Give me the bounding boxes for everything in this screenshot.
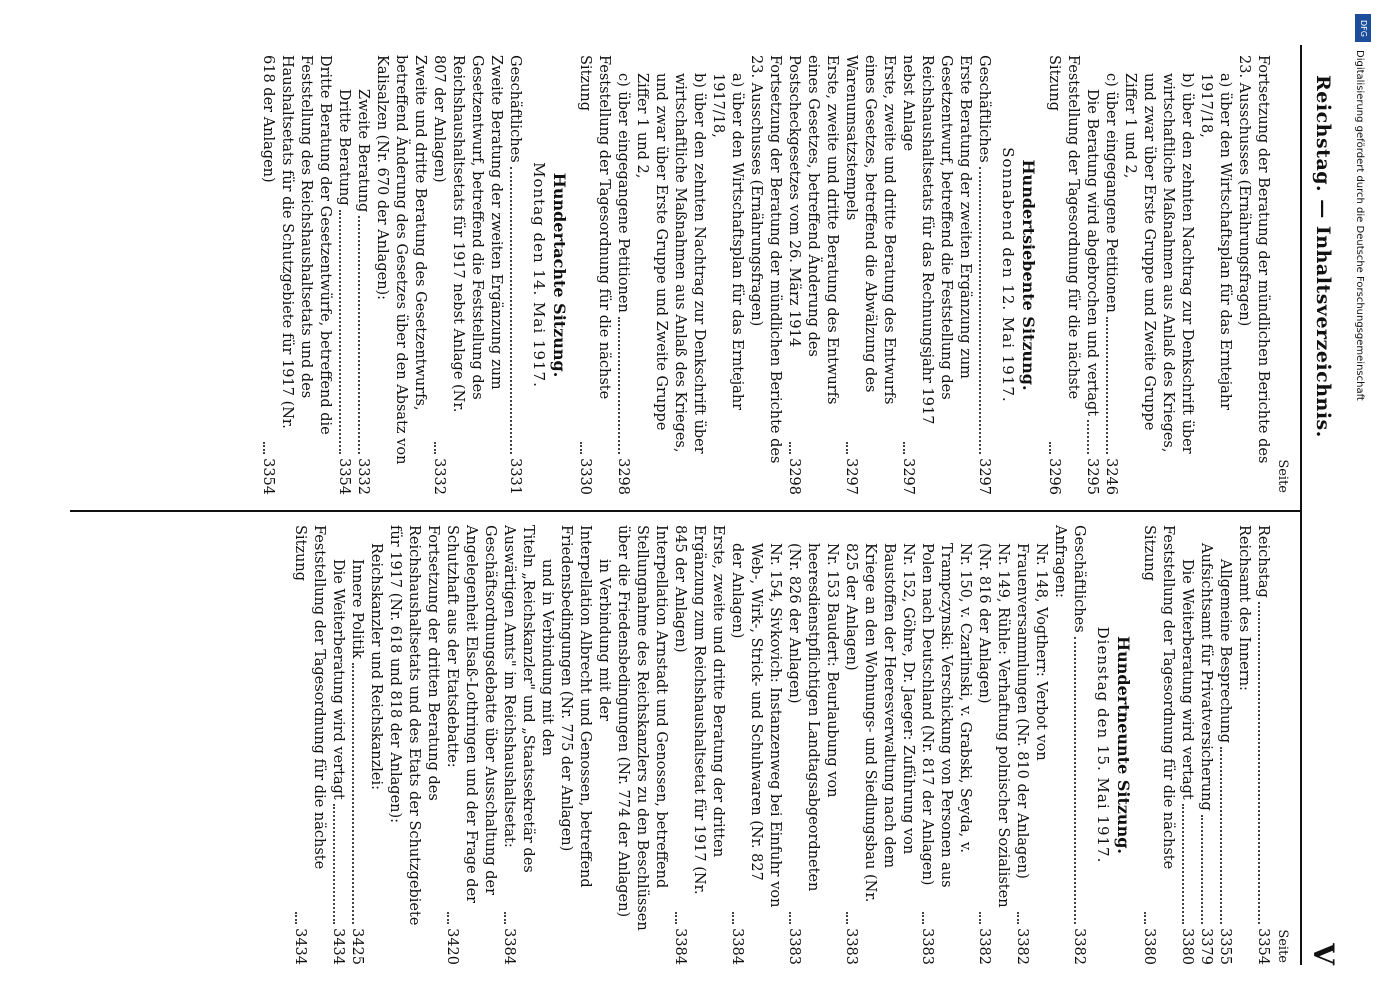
toc-entry-text: c) über eingegangene Petitionen bbox=[1103, 73, 1119, 313]
toc-entry bbox=[917, 525, 974, 965]
toc-entry-text: Fortsetzung der Beratung der mündlichen Berichte des 23. Ausschusses (Ernährungsfragen) bbox=[748, 55, 783, 464]
leader-dots bbox=[1201, 815, 1203, 924]
toc-entry-text: Erste, zweite und dritte Beratung der dritten Ergänzung zum Reichshaushaltsetat für 1917 (Nr. 845 der Anlagen) bbox=[672, 525, 726, 895]
toc-entry-text: Fortsetzung der Beratung der mündlichen Berichte des 23. Ausschusses (Ernährungsfragen) bbox=[1236, 55, 1271, 464]
toc-entry bbox=[499, 525, 537, 965]
toc-entry bbox=[1082, 55, 1101, 495]
leader-dots bbox=[732, 912, 734, 924]
toc-entry-page: 3382 bbox=[1014, 928, 1030, 965]
leader-dots bbox=[1049, 442, 1051, 454]
toc-entry-page: 3296 bbox=[1046, 458, 1062, 495]
leader-dots bbox=[333, 804, 335, 924]
toc-entry-text: Geschäftsordnungsdebatte über Ausschaltung der Angelegenheit Elsaß-Lothringen und der Frage der Schutzhaft aus der Etatsdebatte: bbox=[444, 525, 498, 904]
leader-dots bbox=[434, 442, 436, 454]
toc-entry-text: c) über eingegangene Petitionen bbox=[615, 73, 631, 313]
toc-entry bbox=[334, 55, 353, 495]
toc-entry bbox=[1196, 525, 1215, 965]
funding-note: Digitalisierung gefördert durch die Deutsche Forschungsgemeinschaft bbox=[1354, 50, 1365, 401]
leader-dots bbox=[1087, 420, 1089, 454]
toc-entry-page: 3298 bbox=[615, 458, 631, 495]
toc-entry bbox=[385, 525, 442, 965]
toc-entry-page: 3382 bbox=[976, 928, 992, 965]
toc-entry bbox=[353, 55, 372, 495]
toc-entry-text: Reichstag bbox=[1255, 525, 1271, 598]
session-title: Hundertsiebente Sitzung. bbox=[1019, 159, 1038, 391]
leader-dots bbox=[580, 442, 582, 454]
toc-entry-page: 3332 bbox=[431, 458, 447, 495]
leader-dots bbox=[979, 167, 981, 454]
toc-entry-text: Erste, zweite und dritte Beratung des Entwurfs eines Gesetzes, betreffend Änderung des Postscheckgesetzes vom 26. März 1914 bbox=[786, 55, 840, 405]
toc-entry-page: 3420 bbox=[444, 928, 460, 965]
toc-entry-text: Feststellung der Tagesordnung für die nächste Sitzung bbox=[1046, 55, 1081, 400]
toc-entry-text: a) über den Wirtschaftsplan für das Erntejahr 1917/18, bbox=[1198, 73, 1233, 411]
toc-entry bbox=[613, 525, 670, 965]
toc-entry bbox=[1234, 55, 1272, 495]
toc-entry-text: Feststellung der Tagesordnung für die nächste Sitzung bbox=[292, 525, 327, 870]
toc-entry bbox=[258, 55, 334, 495]
toc-entry-text: Reichsamt des Innern: bbox=[1236, 525, 1252, 691]
toc-entry-page: 3379 bbox=[1198, 928, 1214, 965]
toc-entry-text: Geschäftliches bbox=[1071, 525, 1087, 633]
toc-entry-text: Interpellation Arnstadt und Genossen, betreffend Stellungnahme des Reichskanzlers zu den Beschlüssen über die Friedensbedingungen (Nr. 774 der Anlagen) bbox=[615, 525, 669, 931]
leader-dots bbox=[618, 317, 620, 454]
toc-entry-page: 3331 bbox=[507, 458, 523, 495]
toc-entry-text: Fortsetzung der dritten Beratung des Reichshaushaltsetats und des Etats der Schutzgebiete für 1917 (Nr. 618 und 818 der Anlagen): bbox=[387, 525, 441, 926]
toc-entry bbox=[1177, 525, 1196, 965]
toc-entry-page: 3384 bbox=[729, 928, 745, 965]
toc-entry bbox=[974, 55, 993, 495]
toc-entry bbox=[898, 55, 974, 495]
running-head bbox=[1300, 45, 1340, 965]
toc-entry-text: b) über den zehnten Nachtrag zur Denkschrift über wirtschaftliche Maßnahmen aus Anlaß des Krieges, und zwar über Erste Gruppe und Zweite Gruppe Ziffer 1 und 2, bbox=[634, 73, 707, 454]
entry-list bbox=[1139, 525, 1272, 965]
toc-entry-page: 3246 bbox=[1103, 458, 1119, 495]
toc-entry-text: Dritte Beratung der Gesetzentwürfe, betreffend die Feststellung des Reichshaushaltsetats und des Haushaltsetats für die Schutzgebiete für 1917 (Nr. 618 der Anlagen) bbox=[260, 55, 333, 435]
leader-dots bbox=[1144, 912, 1146, 924]
toc-entry-page: 3297 bbox=[843, 458, 859, 495]
toc-entry bbox=[784, 525, 841, 965]
leader-dots bbox=[1106, 317, 1108, 454]
toc-entry-page: 3382 bbox=[1071, 928, 1087, 965]
toc-entry bbox=[1215, 525, 1234, 965]
entry-list bbox=[290, 525, 1088, 965]
toc-entry bbox=[1253, 525, 1272, 965]
dfg-logo: DFG bbox=[1355, 14, 1371, 42]
toc-entry bbox=[429, 55, 505, 495]
toc-entry bbox=[974, 525, 1012, 965]
toc-entry-text: Erste, zweite und dritte Beratung des Entwurfs eines Gesetzes, betreffend die Abwälzung des Warenumsatzstempels bbox=[843, 55, 897, 405]
toc-entry-page: 3354 bbox=[1255, 928, 1271, 965]
session-date: Montag den 14. Mai 1917. bbox=[530, 162, 548, 388]
toc-entry-text: Anfragen: bbox=[1052, 525, 1068, 598]
header-rule bbox=[1300, 45, 1302, 965]
toc-entry-text: Nr. 153 Baudert: Beurlaubung von heeresdienstpflichtigen Landtagsabgeordneten (Nr. 826 der Anlagen) bbox=[786, 543, 840, 892]
toc-entry-page: 3354 bbox=[336, 458, 352, 495]
session-title: Hundertneunte Sitzung. bbox=[1114, 636, 1133, 854]
leader-dots bbox=[1258, 602, 1260, 924]
toc-entry bbox=[1044, 55, 1082, 495]
toc-entry-text: Die Weiterberatung wird vertagt bbox=[330, 559, 346, 800]
leader-dots bbox=[789, 912, 791, 924]
toc-entry bbox=[727, 525, 784, 965]
toc-entry-page: 3384 bbox=[672, 928, 688, 965]
toc-entry-text: Nr. 152, Göhre, Dr. Jaeger: Zuführung von Baustoffen der Heeresverwaltung nach dem Kriege an den Wohnungs- und Siedlungsbau (Nr. 825 der Anlagen) bbox=[843, 543, 916, 903]
leader-dots bbox=[352, 663, 354, 925]
toc-entry-page: 3434 bbox=[330, 928, 346, 965]
toc-entry bbox=[537, 525, 556, 965]
toc-entry-page: 3425 bbox=[349, 928, 365, 965]
toc-entry-text: Reichskanzler und Reichskanzlei: bbox=[368, 543, 384, 790]
toc-entry-text: Zweite und dritte Beratung des Gesetzentwurfs, betreffend Änderung des Gesetzes über den Absatz von Kalisalzen (Nr. 670 der Anlagen): bbox=[374, 55, 428, 465]
toc-entry-text: Dritte Beratung bbox=[336, 89, 352, 206]
toc-entry-text: Titeln „Reichskanzler" und „Staatssekretär des Auswärtigen Amts" im Reichshaushaltsetat: bbox=[501, 525, 536, 873]
toc-entry-text: Geschäftliches bbox=[507, 55, 523, 163]
column-rule bbox=[70, 510, 1300, 512]
toc-entry bbox=[708, 55, 746, 495]
toc-entry bbox=[290, 525, 328, 965]
toc-entry-text: Aufsichtsamt für Privatversicherung bbox=[1198, 543, 1214, 811]
toc-entry bbox=[366, 525, 385, 965]
toc-entry-page: 3355 bbox=[1217, 928, 1233, 965]
right-column bbox=[290, 525, 1290, 965]
toc-entry bbox=[841, 55, 898, 495]
toc-entry bbox=[1120, 55, 1196, 495]
digitization-note bbox=[1352, 10, 1376, 990]
toc-entry-page: 3384 bbox=[501, 928, 517, 965]
toc-entry bbox=[347, 525, 366, 965]
toc-entry bbox=[575, 55, 613, 495]
toc-entry-text: Erste Beratung der zweiten Ergänzung zum Gesetzentwurf, betreffend die Feststellung des Reichshaushaltsetats für das Rechnungsjahr 1917 nebst Anlage bbox=[900, 55, 973, 425]
toc-entry bbox=[1069, 525, 1088, 965]
toc-entry bbox=[1196, 55, 1234, 495]
toc-entry bbox=[328, 525, 347, 965]
toc-entry-text: Zweite Beratung der zweiten Ergänzung zum Gesetzentwurf, betreffend die Feststellung des Reichshaushaltsetats für 1917 nebst Anlage (Nr. 807 der Anlagen) bbox=[431, 55, 504, 413]
leader-dots bbox=[846, 442, 848, 454]
toc-entry-text: b) über den zehnten Nachtrag zur Denkschrift über wirtschaftliche Maßnahmen aus Anlaß des Krieges, und zwar über Erste Gruppe und Zweite Gruppe Ziffer 1 und 2, bbox=[1122, 73, 1195, 454]
entry-list bbox=[258, 55, 524, 495]
toc-entry bbox=[556, 525, 594, 965]
leader-dots bbox=[903, 442, 905, 454]
toc-entry-text: Nr. 154, Sivkovich: Instanzenweg bei Einfuhr von Web-, Wirk-, Strick- und Schuhwaren (Nr. 827 der Anlagen) bbox=[729, 543, 783, 908]
toc-entry-page: 3380 bbox=[1179, 928, 1195, 965]
toc-entry bbox=[613, 55, 632, 495]
seite-label: Seite bbox=[1275, 929, 1290, 963]
leader-dots bbox=[675, 912, 677, 924]
toc-entry-page: 3295 bbox=[1084, 458, 1100, 495]
toc-entry-text: Nr. 149, Rühle: Verhaftung polnischer Sozialisten (Nr. 816 der Anlagen) bbox=[976, 543, 1011, 908]
toc-entry-text: Zweite Beratung bbox=[355, 89, 371, 213]
toc-entry-text: Feststellung der Tagesordnung für die nächste Sitzung bbox=[1141, 525, 1176, 870]
leader-dots bbox=[979, 912, 981, 924]
entry-list bbox=[1044, 55, 1272, 495]
toc-entry-text: Feststellung der Tagesordnung für die nächste Sitzung bbox=[577, 55, 612, 400]
toc-entry-page: 3383 bbox=[843, 928, 859, 965]
leader-dots bbox=[447, 912, 449, 924]
leader-dots bbox=[263, 442, 265, 454]
toc-entry bbox=[632, 55, 708, 495]
session-title: Hundertachte Sitzung. bbox=[550, 172, 569, 378]
toc-entry-text: Innere Politik bbox=[349, 559, 365, 659]
toc-entry-text: Nr. 150, v. Czarlinski, v. Grabski, Seyda, v. Trampczynski: Verschickung von Personen aus Polen nach Deutschland (Nr. 817 der Anlagen) bbox=[919, 543, 973, 888]
toc-entry bbox=[1012, 525, 1050, 965]
leader-dots bbox=[1220, 747, 1222, 924]
toc-entry-text: Geschäftliches bbox=[976, 55, 992, 163]
leader-dots bbox=[510, 167, 512, 454]
leader-dots bbox=[1182, 804, 1184, 924]
toc-entry-page: 3383 bbox=[919, 928, 935, 965]
toc-entry-page: 3380 bbox=[1141, 928, 1157, 965]
leader-dots bbox=[339, 210, 341, 454]
leader-dots bbox=[358, 216, 360, 454]
toc-entry bbox=[442, 525, 499, 965]
toc-entry bbox=[1139, 525, 1177, 965]
seite-label: Seite bbox=[1275, 459, 1290, 493]
toc-entry-text: a) über den Wirtschaftsplan für das Erntejahr 1917/18, bbox=[710, 73, 745, 411]
left-column bbox=[258, 55, 1290, 495]
toc-entry-text: Die Weiterberatung wird vertagt bbox=[1179, 559, 1195, 800]
leader-dots bbox=[295, 912, 297, 924]
toc-entry bbox=[372, 55, 429, 495]
leader-dots bbox=[1017, 912, 1019, 924]
toc-entry-page: 3297 bbox=[900, 458, 916, 495]
toc-entry bbox=[784, 55, 841, 495]
toc-entry bbox=[505, 55, 524, 495]
toc-entry-text: und in Verbindung mit den bbox=[539, 559, 555, 756]
rotated-page bbox=[60, 45, 1340, 965]
leader-dots bbox=[846, 912, 848, 924]
toc-entry-page: 3354 bbox=[260, 458, 276, 495]
leader-dots bbox=[504, 912, 506, 924]
toc-entry bbox=[841, 525, 917, 965]
toc-entry-text: Nr. 148, Vogtherr: Verbot von Frauenversammlungen (Nr. 810 der Anlagen) bbox=[1014, 543, 1049, 879]
page-title: Reichstag. — Inhaltsverzeichnis. bbox=[1312, 75, 1334, 438]
leader-dots bbox=[789, 442, 791, 454]
toc-entry-page: 3297 bbox=[976, 458, 992, 495]
toc-entry-page: 3298 bbox=[786, 458, 802, 495]
toc-entry-text: Interpellation Albrecht und Genossen, betreffend Friedensbedingungen (Nr. 775 der Anlagen) bbox=[558, 525, 593, 888]
toc-entry-text: Die Beratung wird abgebrochen und vertagt bbox=[1084, 89, 1100, 417]
toc-entry bbox=[746, 55, 784, 495]
leader-dots bbox=[1074, 637, 1076, 924]
session-date: Dienstag den 15. Mai 1917. bbox=[1094, 626, 1112, 864]
toc-entry-text: in Verbindung mit der bbox=[596, 559, 612, 721]
leader-dots bbox=[922, 912, 924, 924]
toc-entry bbox=[1234, 525, 1253, 965]
toc-entry-page: 3330 bbox=[577, 458, 593, 495]
toc-entry-page: 3434 bbox=[292, 928, 308, 965]
entry-list bbox=[575, 55, 993, 495]
toc-entry bbox=[594, 525, 613, 965]
session-date: Sonnabend den 12. Mai 1917. bbox=[999, 147, 1017, 403]
toc-entry-text: Allgemeine Besprechung bbox=[1217, 559, 1233, 743]
toc-entry bbox=[1101, 55, 1120, 495]
toc-entry-page: 3332 bbox=[355, 458, 371, 495]
page-number: V bbox=[1307, 943, 1340, 965]
toc-entry bbox=[670, 525, 727, 965]
toc-entry-page: 3383 bbox=[786, 928, 802, 965]
toc-entry bbox=[1050, 525, 1069, 965]
